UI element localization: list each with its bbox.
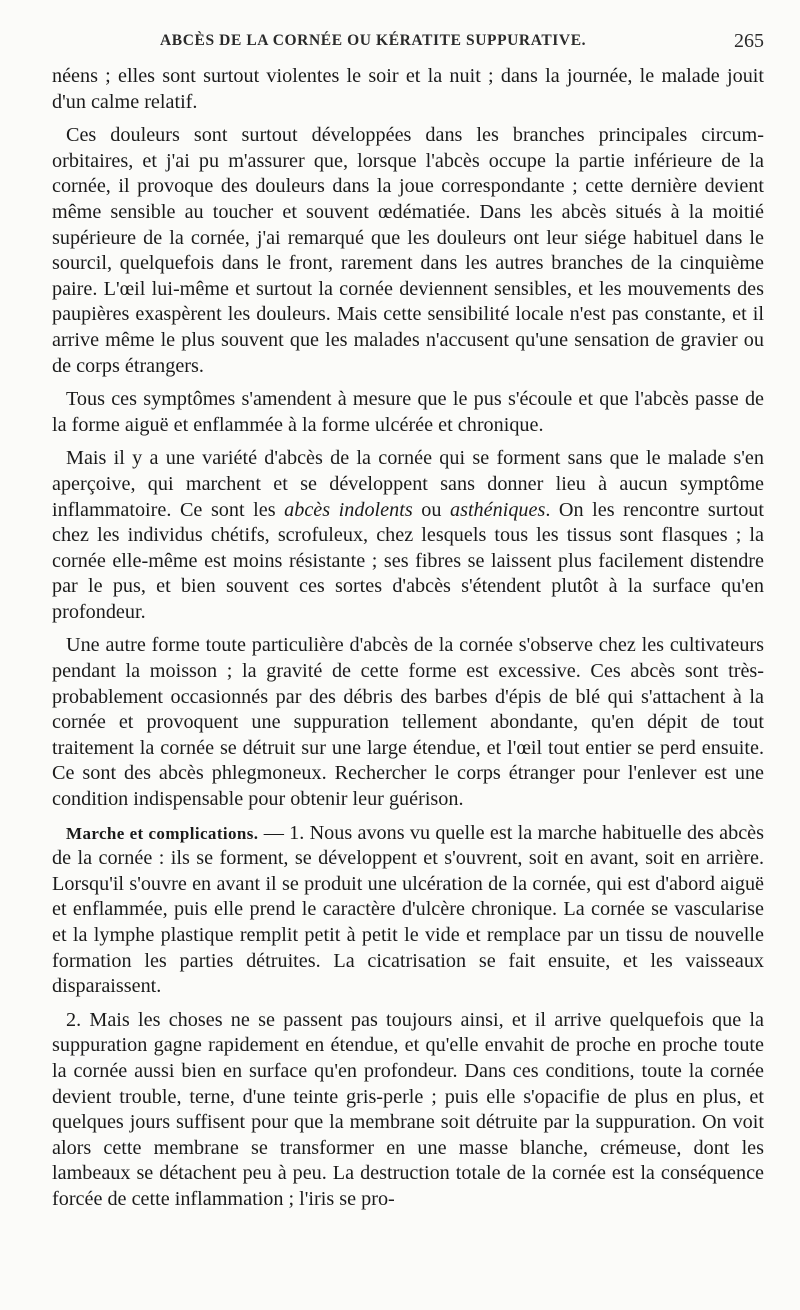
term-abces-indolents: abcès indolents (284, 498, 413, 521)
page-body (52, 64, 764, 1221)
paragraph-3: Tous ces symptômes s'amendent à mesure que le pus s'écoule et que l'abcès passe de la forme aiguë et enflammée à la forme ulcérée et chronique. (52, 388, 764, 436)
term-astheniques: asthéniques (450, 498, 546, 521)
page-number: 265 (734, 30, 764, 52)
page-header (52, 28, 764, 56)
paragraph-6-text: — 1. Nous avons vu quelle est la marche habituelle des abcès de la cornée : ils se forment, se développent et s'ouvrent, soit en avant, soit en arrière. Lorsqu'il s'ouvre en avant il se produit une ulcération de la cornée, qui est d'abord aiguë et enflammée, puis elle prend le caractère d'ulcère chronique. La cornée se vascularise et la lymphe plastique remplit petit à petit le vide et remplace par un tissu de nouvelle formation les parties détruites. La cicatrisation se fait ensuite, et les vaisseaux disparaissent. (52, 821, 764, 998)
paragraph-7: 2. Mais les choses ne se passent pas toujours ainsi, et il arrive quelquefois que la suppuration gagne rapidement en étendue, et qu'elle envahit de proche en proche toute la cornée aussi bien en surface qu'en profondeur. Dans ces conditions, toute la cornée devient trouble, terne, d'une teinte gris-perle ; puis elle s'opacifie de plus en plus, et quelques jours suffisent pour que la membrane soit détruite par la suppuration. On voit alors cette membrane se transformer en une masse blanche, crémeuse, dont les lambeaux se détachent peu à peu. La destruction totale de la cornée est la conséquence forcée de cette inflammation ; l'iris se pro- (52, 1008, 764, 1210)
paragraph-4-text-middle: ou (412, 498, 450, 521)
paragraph-4-text-after: . On les rencontre surtout chez les individus chétifs, scrofuleux, chez lesquels tous les tissus sont flasques ; la cornée elle-même est moins résistante ; ses fibres se laissent plus facilement distendre par le pus, et bien souvent ces sortes d'abcès s'étendent plutôt à la surface qu'en profondeur. (52, 498, 764, 623)
paragraph-4 (52, 446, 764, 625)
section-title: Marche et complications. (66, 823, 259, 843)
paragraph-1: néens ; elles sont surtout violentes le soir et la nuit ; dans la journée, le malade jouit d'un calme relatif. (52, 65, 764, 113)
paragraph-6 (52, 821, 764, 1000)
paragraph-4-text-before: Mais il y a une variété d'abcès de la cornée qui se forment sans que le malade s'en aperçoive, qui marchent et se développent sans donner lieu à aucun symptôme inflammatoire. Ce sont les (52, 447, 764, 521)
paragraph-2: Ces douleurs sont surtout développées dans les branches principales circum-orbitaires, et j'ai pu m'assurer que, lorsque l'abcès occupe la partie inférieure de la cornée, il provoque des douleurs dans la joue correspondante ; cette dernière devient même sensible au toucher et souvent œdématiée. Dans les abcès situés à la moitié supérieure de la cornée, j'ai remarqué que les douleurs ont leur siége habituel dans le sourcil, quelquefois dans le front, rarement dans les autres branches de la cinquième paire. L'œil lui-même et surtout la cornée deviennent sensibles, et les mouvements des paupières exaspèrent les douleurs. Mais cette sensibilité locale n'est pas constante, et il arrive même le plus souvent que les malades n'accusent qu'une sensation de gravier ou de corps étrangers. (52, 124, 764, 377)
paragraph-5: Une autre forme toute particulière d'abcès de la cornée s'observe chez les cultivateurs pendant la moisson ; la gravité de cette forme est excessive. Ces abcès sont très-probablement occasionnés par des débris des barbes d'épis de blé qui s'attachent à la cornée et provoquent une suppuration tellement abondante, qu'en dépit de tout traitement la cornée se détruit sur une large étendue, et l'œil tout entier se perd ensuite. Ce sont des abcès phlegmoneux. Rechercher le corps étranger pour l'enlever est une condition indispensable pour obtenir leur guérison. (52, 634, 764, 811)
running-head: ABCÈS DE LA CORNÉE OU KÉRATITE SUPPURATIVE. (160, 32, 587, 49)
